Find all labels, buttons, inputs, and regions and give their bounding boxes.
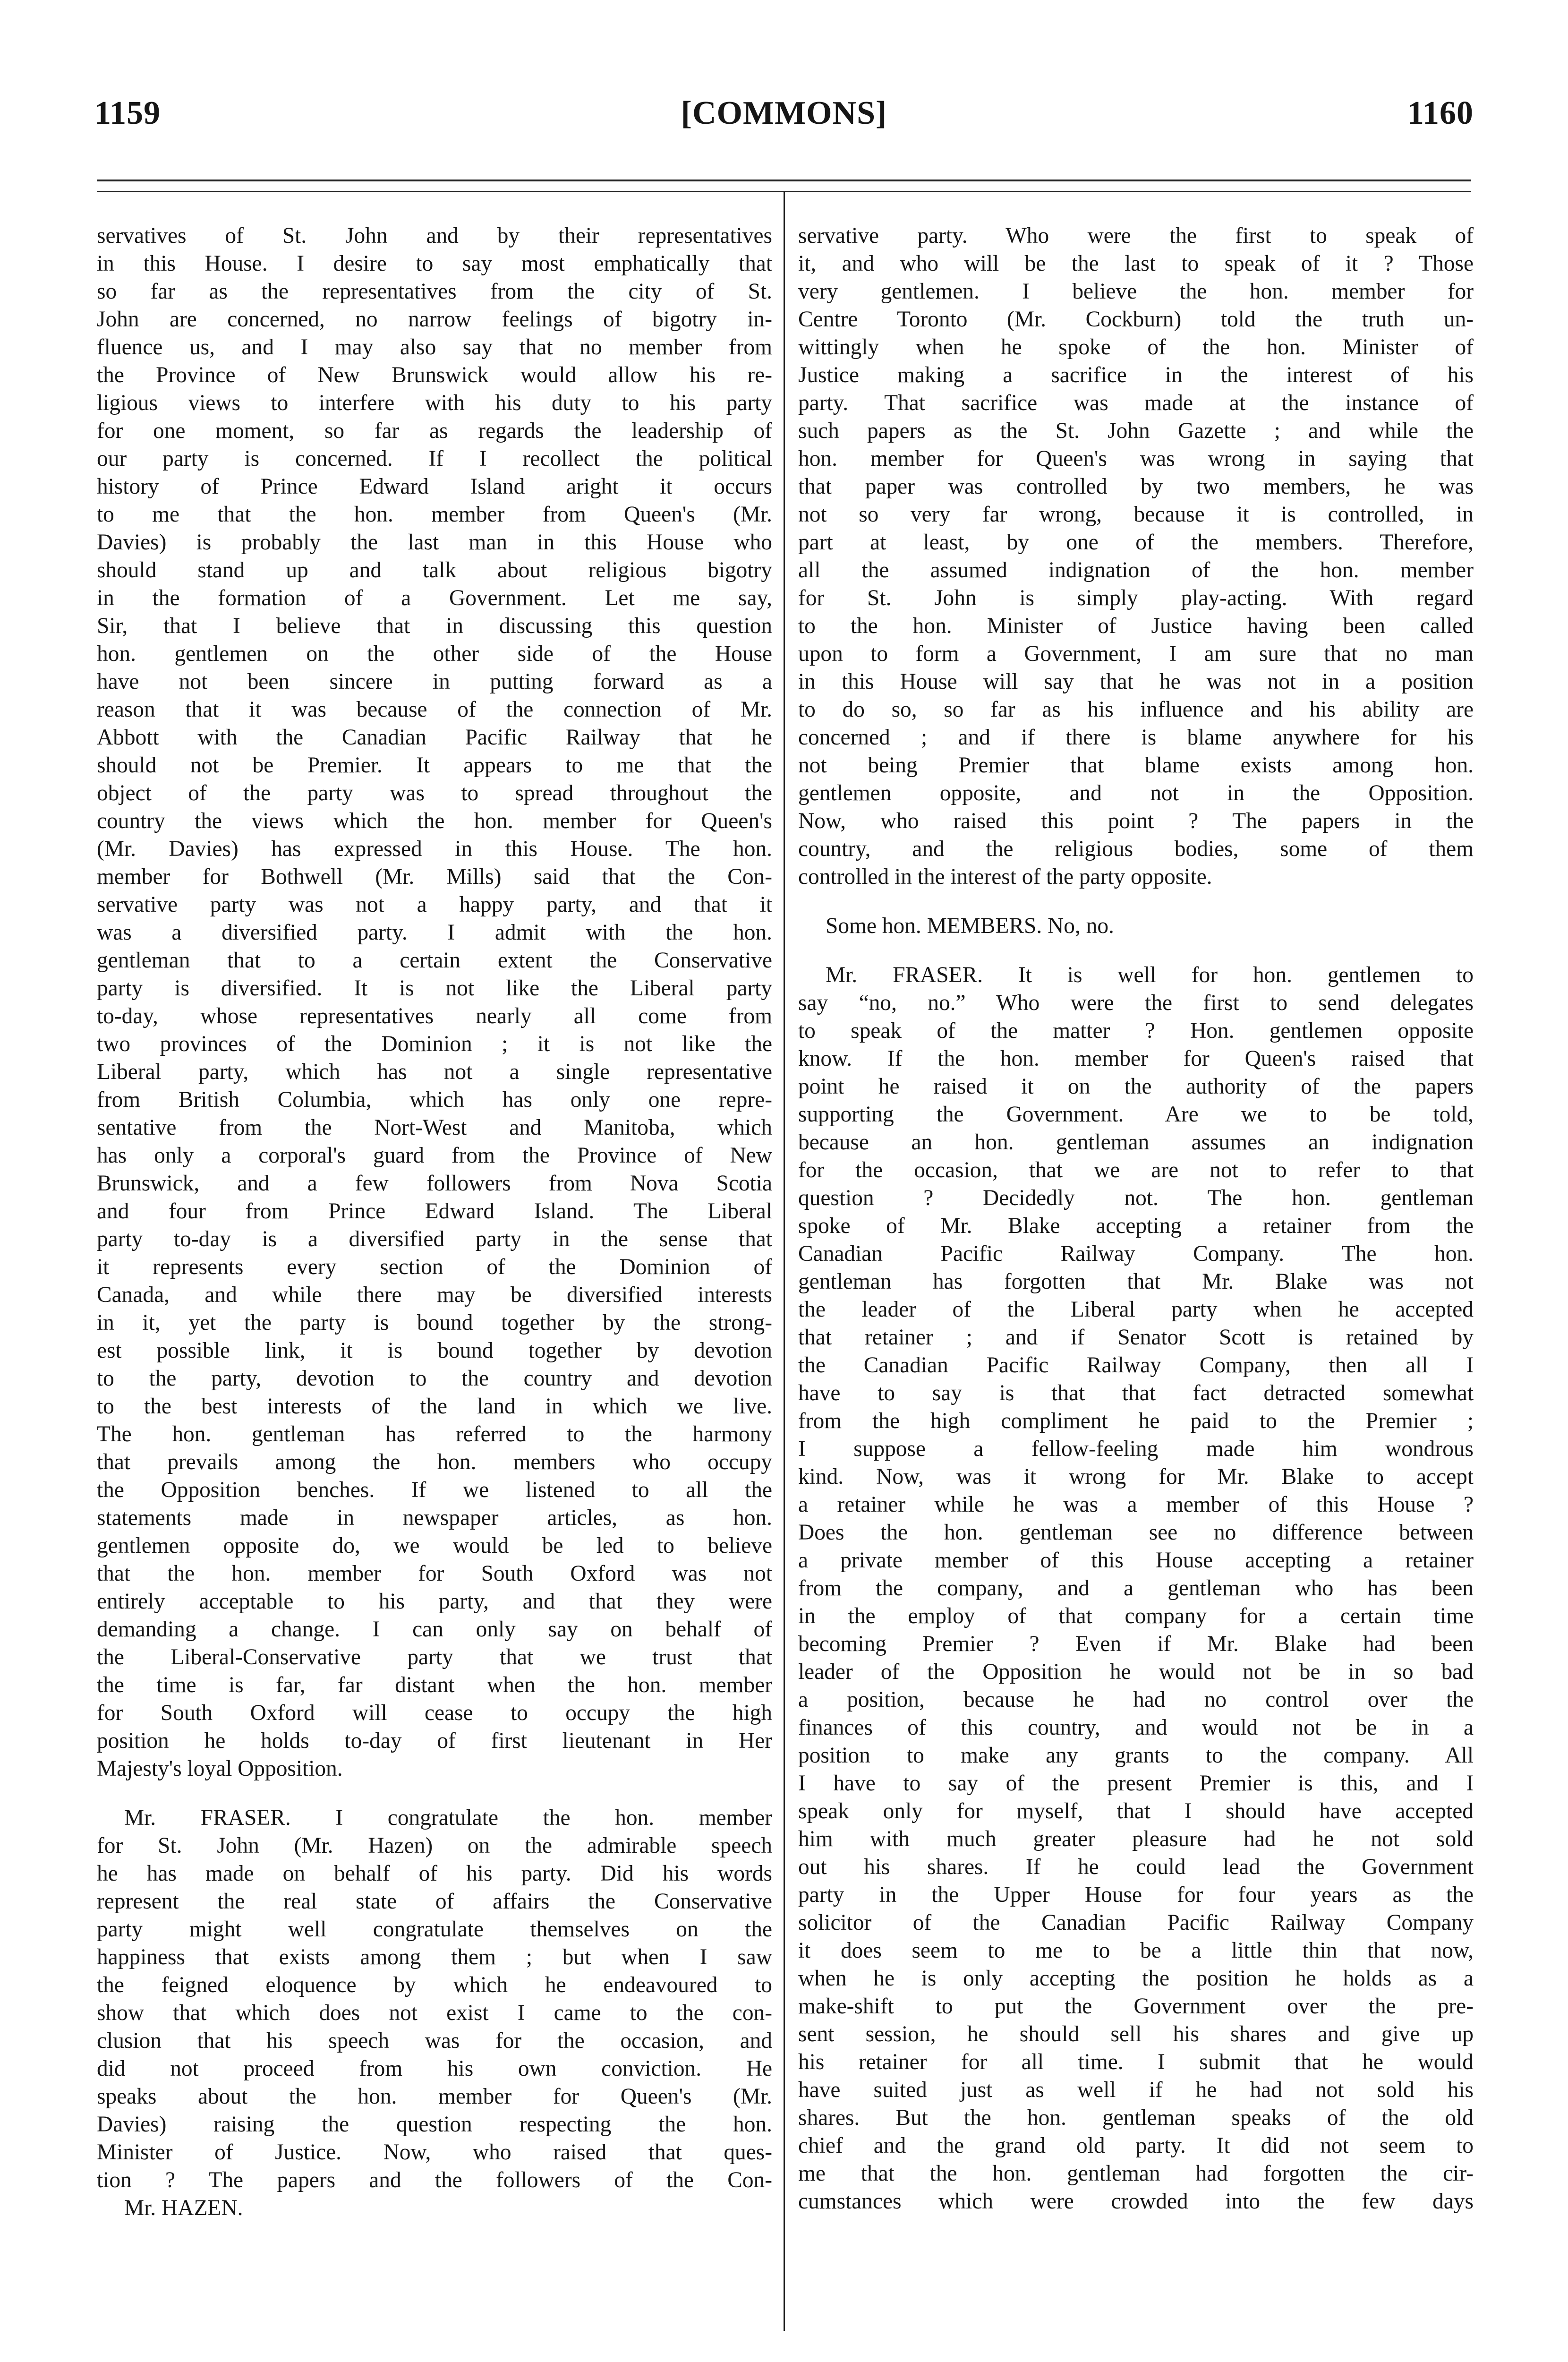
text-line: country, and the religious bodies, some of them — [798, 837, 1474, 861]
text-line: country the views which the hon. member for Queen's — [97, 809, 772, 833]
text-line: for one moment, so far as regards the leadership of — [97, 419, 772, 443]
text-line: Davies) raising the question respecting the hon. — [97, 2112, 772, 2137]
text-line: Brunswick, and a few followers from Nova Scotia — [97, 1171, 772, 1196]
right-column — [798, 222, 1474, 2216]
text-line: did not proceed from his own conviction. He — [97, 2056, 772, 2081]
text-line: Mr. HAZEN. — [124, 2196, 243, 2220]
text-line: servative party was not a happy party, and that it — [97, 892, 772, 917]
text-line: (Mr. Davies) has expressed in this House. The hon. — [97, 837, 772, 861]
text-line: for St. John is simply play-acting. With regard — [798, 586, 1474, 610]
text-line: tion ? The papers and the followers of the Con- — [97, 2168, 772, 2192]
text-line: the feigned eloquence by which he endeavoured to — [97, 1973, 772, 1997]
text-line: he has made on behalf of his party. Did his words — [97, 1861, 772, 1886]
text-line: gentlemen opposite do, we would be led to believe — [97, 1533, 772, 1558]
text-line: sent session, he should sell his shares and give up — [798, 2022, 1474, 2046]
text-line: hon. member for Queen's was wrong in saying that — [798, 446, 1474, 471]
text-line: that paper was controlled by two members, he was — [798, 474, 1474, 499]
text-line: becoming Premier ? Even if Mr. Blake had been — [798, 1632, 1474, 1656]
text-line: entirely acceptable to his party, and that they were — [97, 1589, 772, 1614]
text-line: clusion that his speech was for the occasion, and — [97, 2028, 772, 2053]
text-line: leader of the Opposition he would not be in so bad — [798, 1660, 1474, 1684]
text-line: Abbott with the Canadian Pacific Railway that he — [97, 725, 772, 750]
text-line: a position, because he had no control over the — [798, 1687, 1474, 1712]
text-line: should stand up and talk about religious bigotry — [97, 558, 772, 582]
text-line: est possible link, it is bound together by devotion — [97, 1338, 772, 1363]
text-line: gentleman that to a certain extent the Conservative — [97, 948, 772, 973]
text-line: concerned ; and if there is blame anywhere for his — [798, 725, 1474, 750]
text-line: for St. John (Mr. Hazen) on the admirable speech — [97, 1833, 772, 1858]
text-line: from British Columbia, which has only one repre- — [97, 1087, 772, 1112]
text-line: to the party, devotion to the country and devotion — [97, 1366, 772, 1391]
text-line: in the formation of a Government. Let me say, — [97, 586, 772, 610]
text-line: The hon. gentleman has referred to the harmony — [97, 1422, 772, 1446]
header-rule-top — [97, 180, 1471, 181]
text-line: out his shares. If he could lead the Government — [798, 1855, 1474, 1879]
text-line: Liberal party, which has not a single representative — [97, 1060, 772, 1084]
text-line: in this House will say that he was not in a position — [798, 669, 1474, 694]
text-line: me that the hon. gentleman had forgotten the cir- — [798, 2161, 1474, 2186]
text-line: finances of this country, and would not be in a — [798, 1715, 1474, 1740]
page-number-right: 1160 — [1407, 95, 1474, 131]
text-line: his retainer for all time. I submit that he would — [798, 2050, 1474, 2074]
text-line: ligious views to interfere with his duty to his party — [97, 391, 772, 415]
text-line: chief and the grand old party. It did not seem to — [798, 2133, 1474, 2158]
text-line: cumstances which were crowded into the few days — [798, 2189, 1474, 2214]
text-line: kind. Now, was it wrong for Mr. Blake to accept — [798, 1464, 1474, 1489]
text-line: party is diversified. It is not like the Liberal party — [97, 976, 772, 1001]
text-line: controlled in the interest of the party opposite. — [798, 864, 1212, 889]
left-column — [97, 222, 772, 2222]
text-line: upon to form a Government, I am sure that no man — [798, 642, 1474, 666]
text-line: gentlemen opposite, and not in the Opposition. — [798, 781, 1474, 805]
text-line: a retainer while he was a member of this House ? — [798, 1492, 1474, 1517]
text-line: position he holds to-day of first lieutenant in Her — [97, 1729, 772, 1753]
paragraph-gap — [97, 1783, 772, 1804]
text-line: position to make any grants to the company. All — [798, 1743, 1474, 1768]
text-line: represent the real state of affairs the Conservative — [97, 1889, 772, 1914]
text-line: when he is only accepting the position he holds as a — [798, 1966, 1474, 1991]
text-line: very gentlemen. I believe the hon. member for — [798, 279, 1474, 304]
text-line: Centre Toronto (Mr. Cockburn) told the truth un- — [798, 307, 1474, 332]
text-line: shares. But the hon. gentleman speaks of the old — [798, 2105, 1474, 2130]
text-line: Minister of Justice. Now, who raised that ques- — [97, 2140, 772, 2165]
text-line: him with much greater pleasure had he not sold — [798, 1827, 1474, 1851]
text-line: such papers as the St. John Gazette ; and while the — [798, 419, 1474, 443]
text-line: our party is concerned. If I recollect the political — [97, 446, 772, 471]
text-line: part at least, by one of the members. Therefore, — [798, 530, 1474, 555]
text-line: servative party. Who were the first to speak of — [798, 223, 1474, 248]
column-divider — [784, 191, 785, 2331]
paragraph-gap — [798, 891, 1474, 912]
page-number-left: 1159 — [94, 95, 161, 131]
text-line: in the employ of that company for a certain time — [798, 1604, 1474, 1628]
text-line: demanding a change. I can only say on behalf of — [97, 1617, 772, 1642]
text-line: spoke of Mr. Blake accepting a retainer from the — [798, 1214, 1474, 1238]
text-line: party to-day is a diversified party in the sense that — [97, 1227, 772, 1251]
text-line: point he raised it on the authority of the papers — [798, 1074, 1474, 1099]
text-line: from the high compliment he paid to the Premier ; — [798, 1409, 1474, 1433]
text-line: to me that the hon. member from Queen's (Mr. — [97, 502, 772, 527]
text-line: speak only for myself, that I should have accepted — [798, 1799, 1474, 1823]
text-line: in it, yet the party is bound together by the strong- — [97, 1310, 772, 1335]
text-line: to the hon. Minister of Justice having been called — [798, 614, 1474, 638]
text-line: it represents every section of the Dominion of — [97, 1255, 772, 1279]
text-line: have not been sincere in putting forward as a — [97, 669, 772, 694]
page-header — [94, 94, 1474, 146]
text-line: Now, who raised this point ? The papers in the — [798, 809, 1474, 833]
text-line: wittingly when he spoke of the hon. Minister of — [798, 335, 1474, 359]
text-line: Canadian Pacific Railway Company. The hon. — [798, 1241, 1474, 1266]
text-line: to the best interests of the land in which we live. — [97, 1394, 772, 1419]
page-title: [COMMONS] — [681, 95, 887, 131]
text-line: the time is far, far distant when the hon. member — [97, 1673, 772, 1697]
text-line: have to say is that that fact detracted somewhat — [798, 1381, 1474, 1405]
text-line: I suppose a fellow-feeling made him wondrous — [798, 1437, 1474, 1461]
text-line: make-shift to put the Government over the pre- — [798, 1994, 1474, 2019]
text-line: Davies) is probably the last man in this House who — [97, 530, 772, 555]
text-line: the Liberal-Conservative party that we trust that — [97, 1645, 772, 1669]
text-line: party might well congratulate themselves on the — [97, 1917, 772, 1942]
text-line: not so very far wrong, because it is controlled, in — [798, 502, 1474, 527]
text-line: so far as the representatives from the city of St. — [97, 279, 772, 304]
text-line: because an hon. gentleman assumes an indignation — [798, 1130, 1474, 1155]
text-line: happiness that exists among them ; but when I saw — [97, 1945, 772, 1969]
text-line: from the company, and a gentleman who has been — [798, 1576, 1474, 1600]
text-line: party. That sacrifice was made at the instance of — [798, 391, 1474, 415]
text-line: Mr. FRASER. It is well for hon. gentlemen to — [826, 963, 1474, 987]
text-line: a private member of this House accepting a retainer — [798, 1548, 1474, 1573]
text-line: member for Bothwell (Mr. Mills) said that the Con- — [97, 864, 772, 889]
paragraph-gap — [798, 940, 1474, 961]
text-line: supporting the Government. Are we to be told, — [798, 1102, 1474, 1127]
text-line: speaks about the hon. member for Queen's (Mr. — [97, 2084, 772, 2109]
text-line: know. If the hon. member for Queen's raised that — [798, 1046, 1474, 1071]
text-line: history of Prince Edward Island aright it occurs — [97, 474, 772, 499]
text-line: John are concerned, no narrow feelings of bigotry in- — [97, 307, 772, 332]
text-line: was a diversified party. I admit with the hon. — [97, 920, 772, 945]
text-line: Majesty's loyal Opposition. — [97, 1756, 343, 1781]
text-line: the leader of the Liberal party when he accepted — [798, 1297, 1474, 1322]
text-line: the Canadian Pacific Railway Company, then all I — [798, 1353, 1474, 1378]
text-line: should not be Premier. It appears to me that the — [97, 753, 772, 778]
text-line: Sir, that I believe that in discussing this question — [97, 614, 772, 638]
text-line: statements made in newspaper articles, as hon. — [97, 1506, 772, 1530]
text-line: reason that it was because of the connection of Mr. — [97, 697, 772, 722]
text-line: show that which does not exist I came to the con- — [97, 2001, 772, 2025]
text-line: Some hon. MEMBERS. No, no. — [826, 914, 1114, 938]
text-line: all the assumed indignation of the hon. member — [798, 558, 1474, 582]
text-line: the Province of New Brunswick would allow his re- — [97, 363, 772, 387]
text-line: fluence us, and I may also say that no member from — [97, 335, 772, 359]
text-line: to-day, whose representatives nearly all come from — [97, 1004, 772, 1028]
text-line: two provinces of the Dominion ; it is not like the — [97, 1032, 772, 1056]
text-line: Canada, and while there may be diversified interests — [97, 1283, 772, 1307]
text-line: and four from Prince Edward Island. The Liberal — [97, 1199, 772, 1224]
text-line: it does seem to me to be a little thin that now, — [798, 1938, 1474, 1963]
text-line: in this House. I desire to say most emphatically that — [97, 251, 772, 276]
text-line: question ? Decidedly not. The hon. gentleman — [798, 1186, 1474, 1210]
text-line: that the hon. member for South Oxford was not — [97, 1561, 772, 1586]
text-line: Does the hon. gentleman see no difference between — [798, 1520, 1474, 1545]
text-line: I have to say of the present Premier is this, and I — [798, 1771, 1474, 1796]
text-line: servatives of St. John and by their representatives — [97, 223, 772, 248]
text-line: to do so, so far as his influence and his ability are — [798, 697, 1474, 722]
text-line: have suited just as well if he had not sold his — [798, 2078, 1474, 2102]
text-line: Mr. FRASER. I congratulate the hon. member — [124, 1806, 772, 1830]
text-line: solicitor of the Canadian Pacific Railway Company — [798, 1910, 1474, 1935]
text-line: has only a corporal's guard from the Province of New — [97, 1143, 772, 1168]
text-line: the Opposition benches. If we listened to all the — [97, 1478, 772, 1502]
text-line: for South Oxford will cease to occupy the high — [97, 1701, 772, 1725]
text-line: not being Premier that blame exists among hon. — [798, 753, 1474, 778]
text-line: gentleman has forgotten that Mr. Blake was not — [798, 1269, 1474, 1294]
text-line: that retainer ; and if Senator Scott is retained by — [798, 1325, 1474, 1350]
text-line: party in the Upper House for four years as the — [798, 1883, 1474, 1907]
text-line: for the occasion, that we are not to refer to that — [798, 1158, 1474, 1182]
text-line: to speak of the matter ? Hon. gentlemen opposite — [798, 1018, 1474, 1043]
text-line: sentative from the Nort-West and Manitoba, which — [97, 1115, 772, 1140]
text-line: object of the party was to spread throughout the — [97, 781, 772, 805]
text-line: Justice making a sacrifice in the interest of his — [798, 363, 1474, 387]
text-line: say “no, no.” Who were the first to send delegates — [798, 991, 1474, 1015]
text-line: it, and who will be the last to speak of it ? Those — [798, 251, 1474, 276]
text-line: that prevails among the hon. members who occupy — [97, 1450, 772, 1474]
text-line: hon. gentlemen on the other side of the House — [97, 642, 772, 666]
